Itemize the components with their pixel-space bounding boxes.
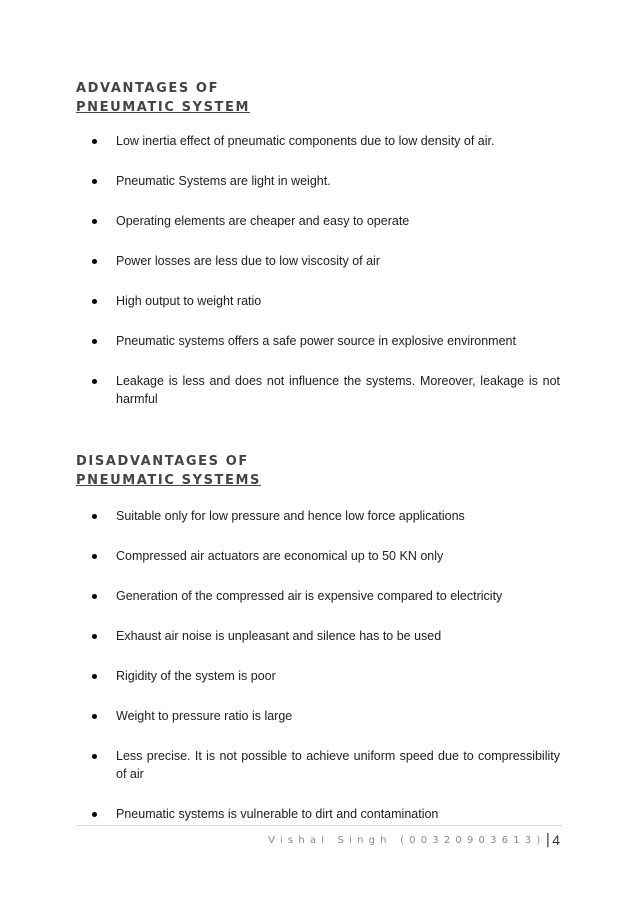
- list-item: [92, 805, 560, 823]
- list-item: [92, 627, 560, 645]
- bullet-icon: [92, 219, 97, 224]
- bullet-icon: [92, 634, 97, 639]
- bullet-icon: [92, 259, 97, 264]
- list-item-text: Leakage is less and does not influence the systems. Moreover, leakage is not harmful: [116, 374, 560, 406]
- list-item-text: Exhaust air noise is unpleasant and silence has to be used: [116, 629, 442, 643]
- list-item: [92, 547, 560, 565]
- bullet-icon: [92, 514, 97, 519]
- bullet-icon: [92, 812, 97, 817]
- disadvantages-list: [92, 507, 560, 823]
- bullet-icon: [92, 754, 97, 759]
- footer-separator: |: [545, 832, 551, 848]
- bullet-icon: [92, 299, 97, 304]
- list-item: [92, 507, 560, 525]
- list-item: [92, 332, 560, 350]
- disadvantages-heading: [76, 452, 261, 490]
- list-item-text: Rigidity of the system is poor: [116, 669, 276, 683]
- list-item: [92, 172, 560, 190]
- list-item: [92, 212, 560, 230]
- list-item: [92, 372, 560, 408]
- list-item-text: Compressed air actuators are economical up to 50 KN only: [116, 549, 444, 563]
- list-item-text: Suitable only for low pressure and hence low force applications: [116, 509, 465, 523]
- list-item-text: Power losses are less due to low viscosity of air: [116, 254, 380, 268]
- list-item-text: Weight to pressure ratio is large: [116, 709, 293, 723]
- list-item-text: Pneumatic Systems are light in weight.: [116, 174, 331, 188]
- list-item: [92, 747, 560, 783]
- list-item-text: Less precise. It is not possible to achieve uniform speed due to compressibility of air: [116, 749, 560, 781]
- bullet-icon: [92, 139, 97, 144]
- list-item-text: Generation of the compressed air is expensive compared to electricity: [116, 589, 503, 603]
- disadvantages-heading-line2: PNEUMATIC SYSTEMS: [76, 473, 261, 488]
- advantages-heading-line1: ADVANTAGES OF: [76, 81, 220, 96]
- list-item: [92, 587, 560, 605]
- list-item-text: Pneumatic systems offers a safe power source in explosive environment: [116, 334, 516, 348]
- bullet-icon: [92, 554, 97, 559]
- page-footer: [268, 829, 560, 851]
- list-item: [92, 252, 560, 270]
- advantages-heading: [76, 79, 250, 117]
- list-item: [92, 292, 560, 310]
- disadvantages-heading-line1: DISADVANTAGES OF: [76, 454, 249, 469]
- bullet-icon: [92, 674, 97, 679]
- bullet-icon: [92, 179, 97, 184]
- list-item: [92, 132, 560, 150]
- bullet-icon: [92, 339, 97, 344]
- footer-author: Vishal Singh (00320903613): [268, 834, 546, 846]
- advantages-heading-line2: PNEUMATIC SYSTEM: [76, 100, 251, 115]
- footer-divider: [76, 825, 562, 826]
- list-item: [92, 707, 560, 725]
- bullet-icon: [92, 714, 97, 719]
- list-item-text: Pneumatic systems is vulnerable to dirt and contamination: [116, 807, 439, 821]
- list-item-text: Operating elements are cheaper and easy to operate: [116, 214, 410, 228]
- list-item-text: Low inertia effect of pneumatic components due to low density of air.: [116, 134, 495, 148]
- bullet-icon: [92, 594, 97, 599]
- list-item-text: High output to weight ratio: [116, 294, 262, 308]
- page-number: 4: [552, 832, 560, 848]
- list-item: [92, 667, 560, 685]
- advantages-list: [92, 132, 560, 408]
- bullet-icon: [92, 379, 97, 384]
